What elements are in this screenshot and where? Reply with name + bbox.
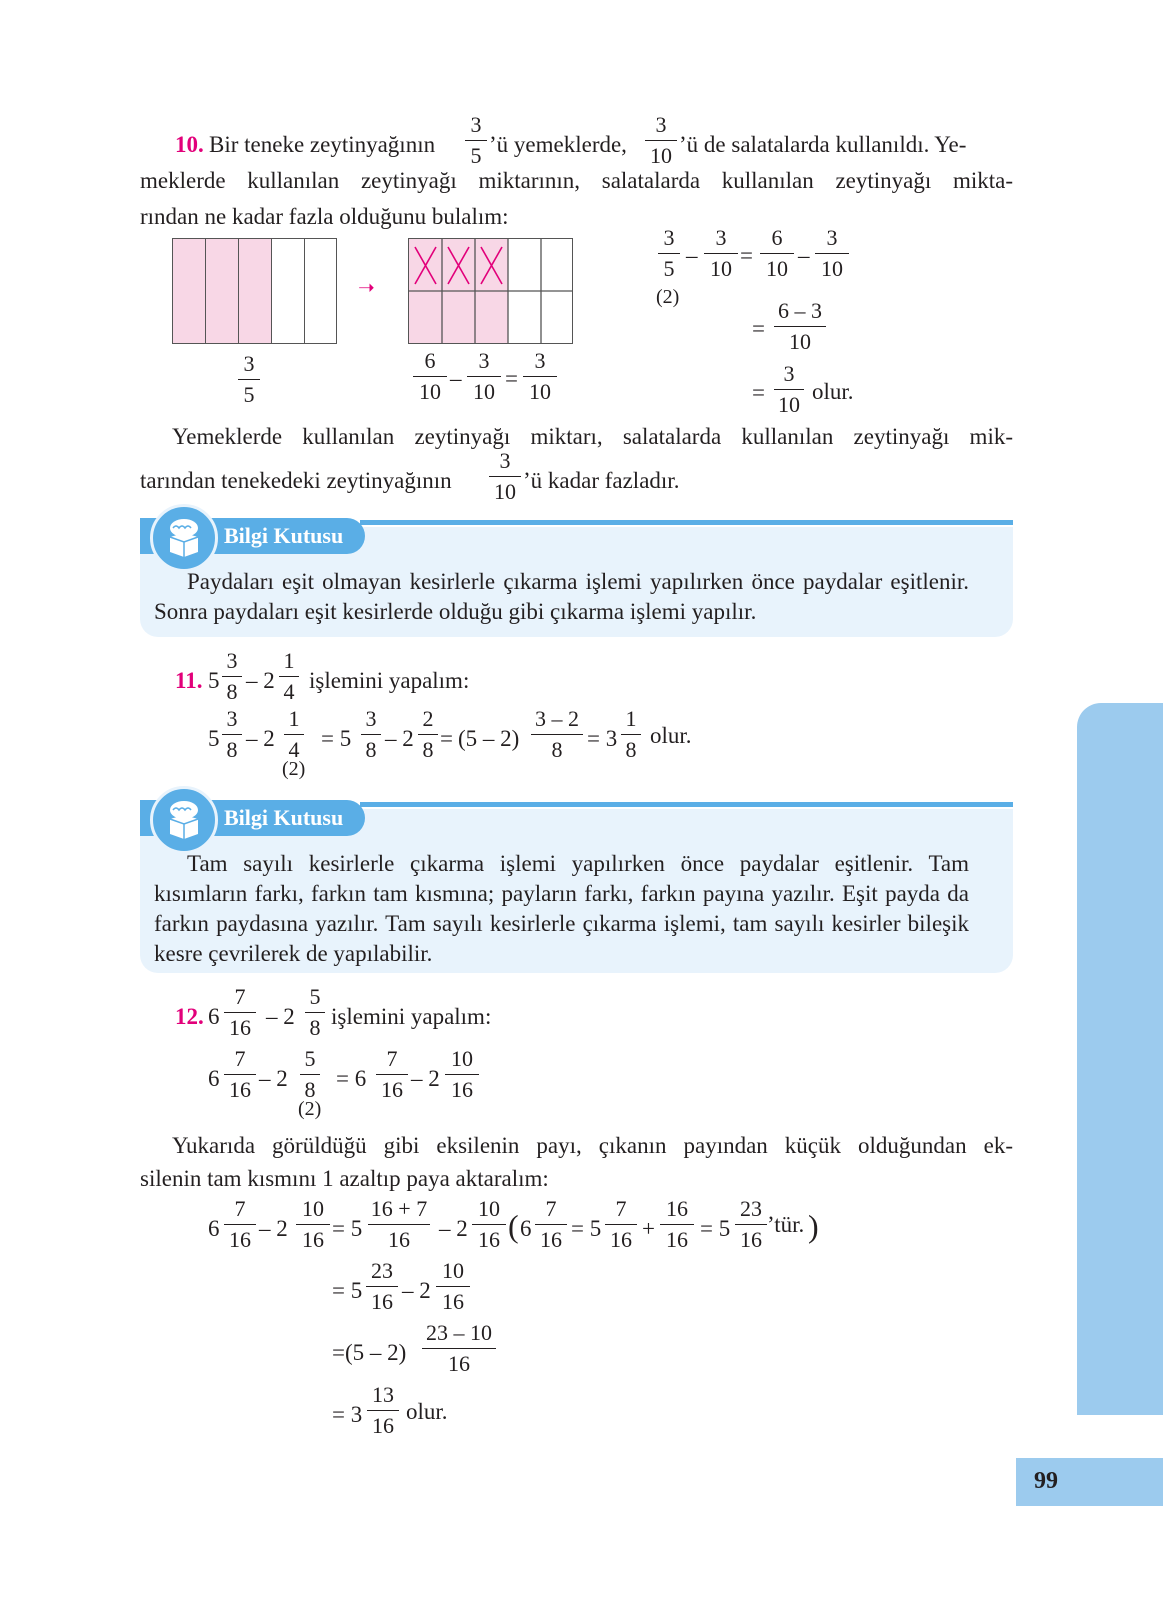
fraction: 13 16 [367,1384,399,1437]
fraction-model-fifths [172,238,337,344]
equals-sign: = [505,366,518,391]
fraction: 3 10 [523,350,557,403]
page-number: 99 [1034,1468,1058,1494]
whole-number: 5 [208,726,220,751]
fraction: 6 – 3 10 [774,300,826,353]
expand-note: (2) [298,1098,322,1120]
info-box-rule [360,802,1013,807]
problem-11-number: 11. [175,668,203,693]
p10-line-3: rından ne kadar fazla olduğunu bulalım: [140,204,509,229]
fraction: 16 + 7 16 [368,1198,430,1251]
minus-sign: – 2 [411,1066,440,1091]
brain-box-icon [150,786,218,854]
equals-sign: = 3 [587,726,618,751]
fraction: 23 16 [366,1260,398,1313]
fraction: 1 8 [621,708,641,761]
fraction: 3 8 [361,708,381,761]
tenths-grid-drawing [409,239,572,343]
minus-sign: – 2 [385,726,414,751]
equals-sign: = [752,316,765,341]
equals-sign: = 5 [321,726,352,751]
p12-paren: =(5 – 2) [332,1340,407,1365]
fraction: 10 16 [436,1260,470,1313]
fraction: 3 5 [238,353,260,406]
info-box-1-text: Paydaları eşit olmayan kesirlerle çıkarma işlemi yapılırken önce paydalar eşitlenir. Sonra paydaları eşit kesirlerde olduğu gibi çıkarma işlemi yapılır. [154,569,969,624]
minus-sign: – 2 [259,1066,288,1091]
info-box-2-text: Tam sayılı kesirlerle çıkarma işlemi yapılırken önce paydalar eşitlenir. Tam kısımların farkı, farkın tam kısmına; payların farkı, farkın payına yazılır. Eşit payda da farkın paydasına yazılır. Tam sayılı kesirlerle çıkarma işlemi, tam sayılı kesirler bileşik kesre çevrilerek de yapılabilir. [154,851,969,966]
fraction: 3 10 [774,363,804,416]
p10-conclusion-1: Yemeklerde kullanılan zeytinyağı miktarı, salatalarda kullanılan zeytinyağı mik- [172,424,1013,449]
fraction: 7 16 [376,1048,408,1101]
p11-text: işlemini yapalım: [309,668,470,693]
whole-number: 6 [208,1066,220,1091]
problem-12-number: 12. [175,1004,204,1029]
plus-sign: + [642,1216,655,1241]
fraction: 3 8 [222,708,242,761]
fraction: 7 16 [605,1198,637,1251]
problem-10-number: 10. [175,132,204,157]
whole-number: 5 [208,668,220,693]
side-tab [1077,703,1163,1415]
whole-number: 6 [208,1216,220,1241]
fraction: 23 – 10 16 [422,1322,496,1375]
equals-sign: = 3 [332,1402,363,1427]
info-box-rule [360,520,1013,525]
whole-number: 6 [208,1004,220,1029]
equals-sign: = 6 [336,1066,367,1091]
p12-explain-1: Yukarıda görüldüğü gibi eksilenin payı, çıkanın payından küçük olduğundan ek- [172,1133,1013,1158]
equals-sign: = [740,243,753,268]
expand-note: (2) [282,758,306,780]
fraction: 7 16 [224,1198,256,1251]
p10-conclusion-2b: ’ü kadar fazladır. [523,468,680,493]
open-paren: ( [508,1208,519,1244]
fraction: 5 8 [300,1048,320,1101]
fraction: 3 5 [465,114,487,167]
fraction: 6 10 [760,227,794,280]
p10-line-2: meklerde kullanılan zeytinyağı miktarının, salatalarda kullanılan zeytinyağı mikta- [140,168,1013,193]
fraction: 3 8 [222,650,242,703]
p12-explain-2: silenin tam kısmını 1 azaltıp paya aktaralım: [140,1166,549,1191]
p12-text: işlemini yapalım: [331,1004,492,1029]
equals-sign: = [440,726,453,751]
minus-sign: – [798,243,810,268]
fraction: 10 16 [472,1198,506,1251]
p10-text-2: ’ü yemeklerde, [489,132,627,157]
olur-label: olur. [406,1399,448,1424]
olur-label: olur. [812,379,854,404]
fraction: 3 – 2 8 [531,708,583,761]
fraction: 10 16 [445,1048,479,1101]
expand-note: (2) [656,286,680,308]
equals-sign: = 5 [332,1216,363,1241]
tur-suffix: ’tür. [767,1212,805,1237]
p10-text-1: Bir teneke zeytinyağının [209,132,436,157]
arrow-icon: ➝ [358,277,375,299]
fraction-model-tenths [408,238,573,344]
p10-conclusion-2a: tarından tenekedeki zeytinyağının [140,468,452,493]
minus-sign: – 2 [259,1216,288,1241]
info-box-title: Bilgi Kutusu [140,518,365,554]
p10-text-3: ’ü de salatalarda kullanıldı. Ye- [679,132,967,157]
fraction: 7 16 [224,1048,256,1101]
p11-paren: (5 – 2) [458,726,520,751]
fraction: 6 10 [413,350,447,403]
olur-label: olur. [650,723,692,748]
minus-sign: – 2 [246,726,275,751]
fraction: 3 10 [815,227,849,280]
fraction: 3 10 [467,350,501,403]
minus-sign: – [686,243,698,268]
minus-sign: – 2 [402,1278,431,1303]
fraction: 1 4 [284,708,304,761]
equals-sign: = [752,380,765,405]
info-box-title: Bilgi Kutusu [140,800,365,836]
fraction: 1 4 [279,650,299,703]
fraction: 7 16 [535,1198,567,1251]
minus-sign: – 2 [266,1004,295,1029]
minus-sign: – 2 [439,1216,468,1241]
fraction: 3 5 [658,227,680,280]
fraction: 3 10 [704,227,738,280]
fraction: 16 16 [660,1198,694,1251]
fraction: 2 8 [418,708,438,761]
fraction: 7 16 [224,986,256,1039]
fraction: 10 16 [296,1198,330,1251]
minus-sign: – [450,366,462,391]
minus-sign: – 2 [246,668,275,693]
whole-number: 6 [520,1216,532,1241]
fraction: 3 10 [645,114,677,167]
equals-sign: = 5 [571,1216,602,1241]
fraction: 3 10 [489,450,521,503]
fraction: 5 8 [305,986,325,1039]
brain-box-icon [150,504,218,572]
close-paren: ) [808,1208,819,1244]
fraction: 23 16 [735,1198,767,1251]
equals-sign: = 5 [700,1216,731,1241]
equals-sign: = 5 [332,1278,363,1303]
